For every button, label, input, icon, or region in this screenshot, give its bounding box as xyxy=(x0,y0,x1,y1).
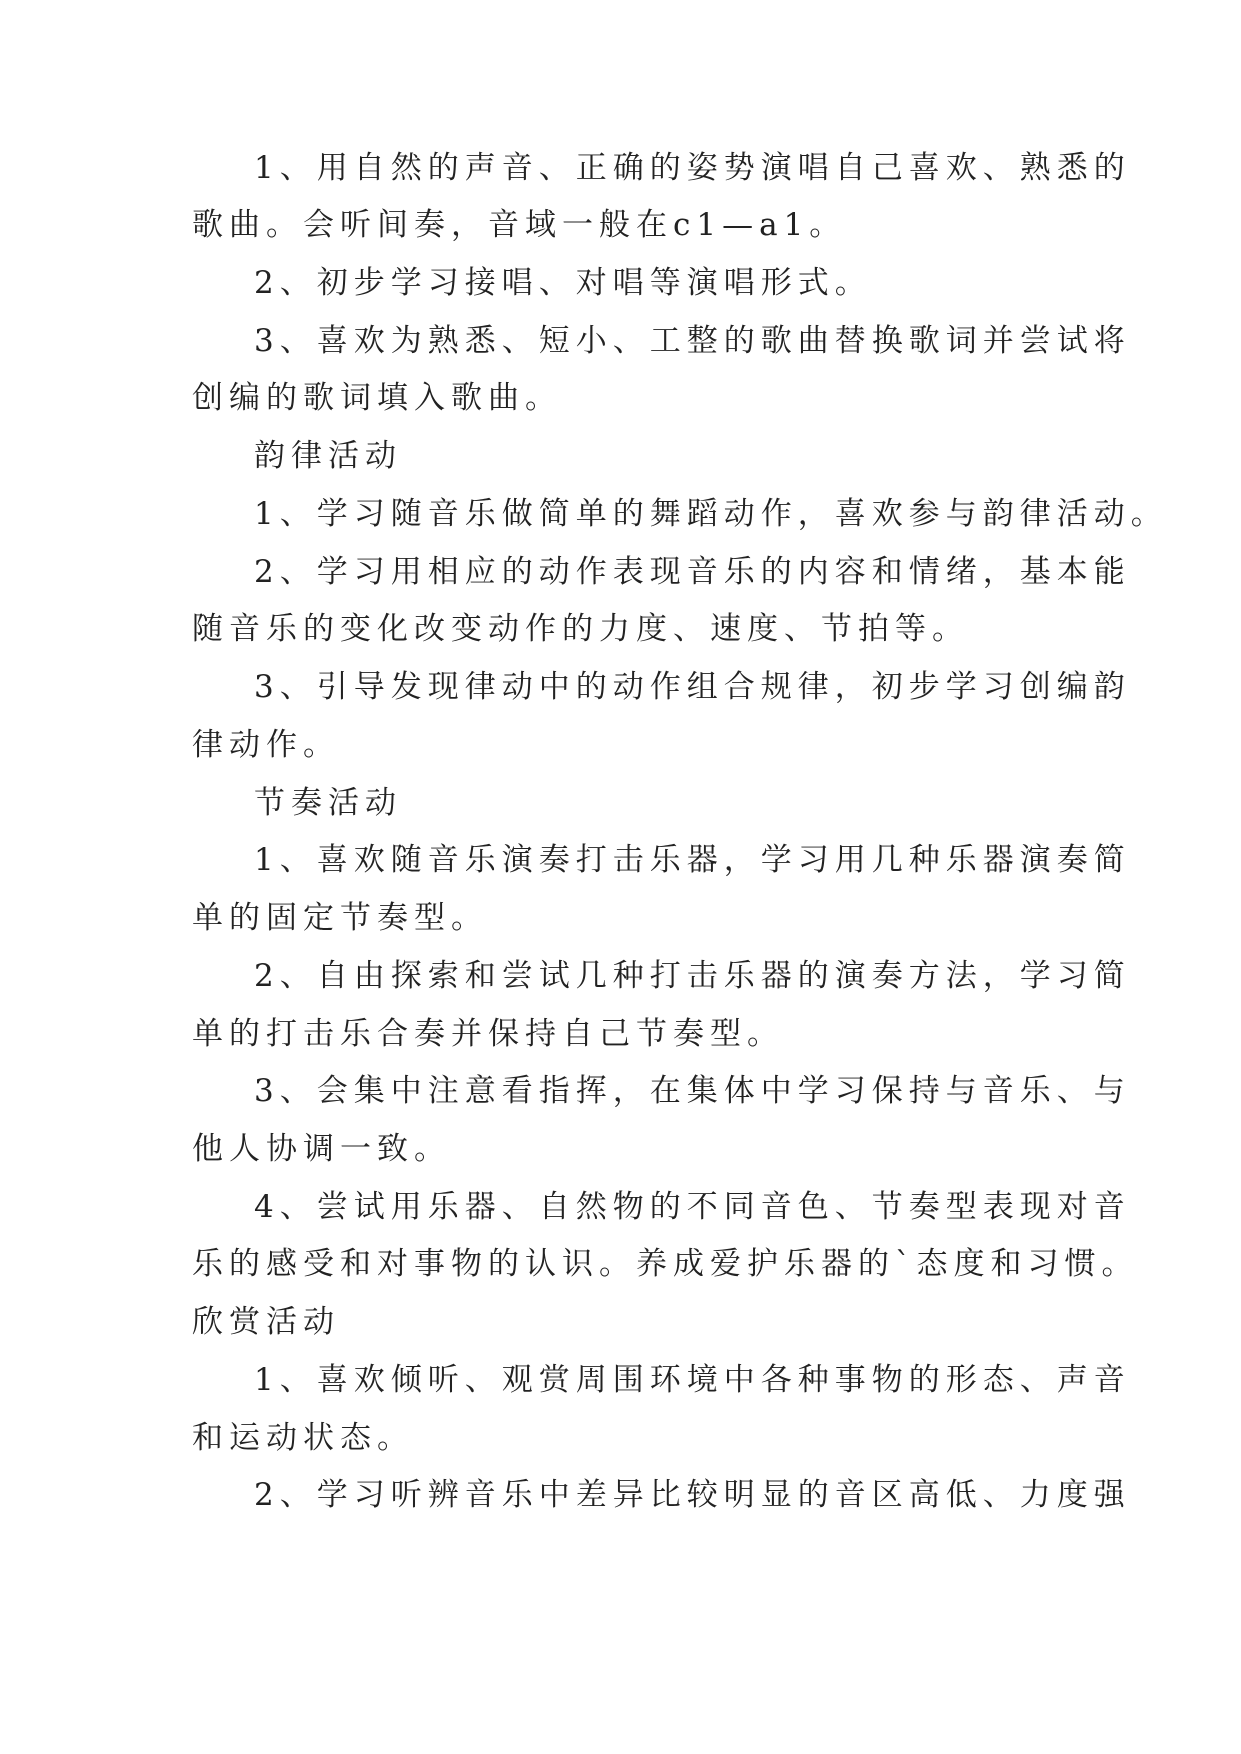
text-line: 1、喜欢倾听、观赏周围环境中各种事物的形态、声音 xyxy=(254,1362,1131,1398)
text-line: 2、自由探索和尝试几种打击乐器的演奏方法，学习简 xyxy=(254,958,1131,994)
text-line: 歌曲。会听间奏，音域一般在c1—a1。 xyxy=(192,207,847,243)
text-line: 3、引导发现律动中的动作组合规律，初步学习创编韵 xyxy=(254,669,1131,705)
text-line: 单的固定节奏型。 xyxy=(192,900,488,936)
text-line: 律动作。 xyxy=(192,727,340,763)
text-line: 2、初步学习接唱、对唱等演唱形式。 xyxy=(254,265,872,301)
text-line: 4、尝试用乐器、自然物的不同音色、节奏型表现对音 xyxy=(254,1189,1131,1225)
text-line: 乐的感受和对事物的认识。养成爱护乐器的`态度和习惯。 xyxy=(192,1246,1139,1282)
text-line: 3、会集中注意看指挥，在集体中学习保持与音乐、与 xyxy=(254,1073,1131,1109)
text-line: 随音乐的变化改变动作的力度、速度、节拍等。 xyxy=(192,611,969,647)
text-line: 1、喜欢随音乐演奏打击乐器，学习用几种乐器演奏简 xyxy=(254,842,1131,878)
text-line: 3、喜欢为熟悉、短小、工整的歌曲替换歌词并尝试将 xyxy=(254,323,1131,359)
text-line: 创编的歌词填入歌曲。 xyxy=(192,380,562,416)
text-line: 和运动状态。 xyxy=(192,1420,414,1456)
text-line: 2、学习听辨音乐中差异比较明显的音区高低、力度强 xyxy=(254,1477,1131,1513)
text-line: 单的打击乐合奏并保持自己节奏型。 xyxy=(192,1016,784,1052)
section-heading: 韵律活动 xyxy=(254,438,402,474)
text-line: 1、用自然的声音、正确的姿势演唱自己喜欢、熟悉的 xyxy=(254,150,1131,186)
section-heading: 节奏活动 xyxy=(254,785,402,821)
text-line: 他人协调一致。 xyxy=(192,1131,451,1167)
text-line: 1、学习随音乐做简单的舞蹈动作，喜欢参与韵律活动。 xyxy=(254,496,1168,532)
section-heading: 欣赏活动 xyxy=(192,1304,340,1340)
text-line: 2、学习用相应的动作表现音乐的内容和情绪，基本能 xyxy=(254,554,1131,590)
